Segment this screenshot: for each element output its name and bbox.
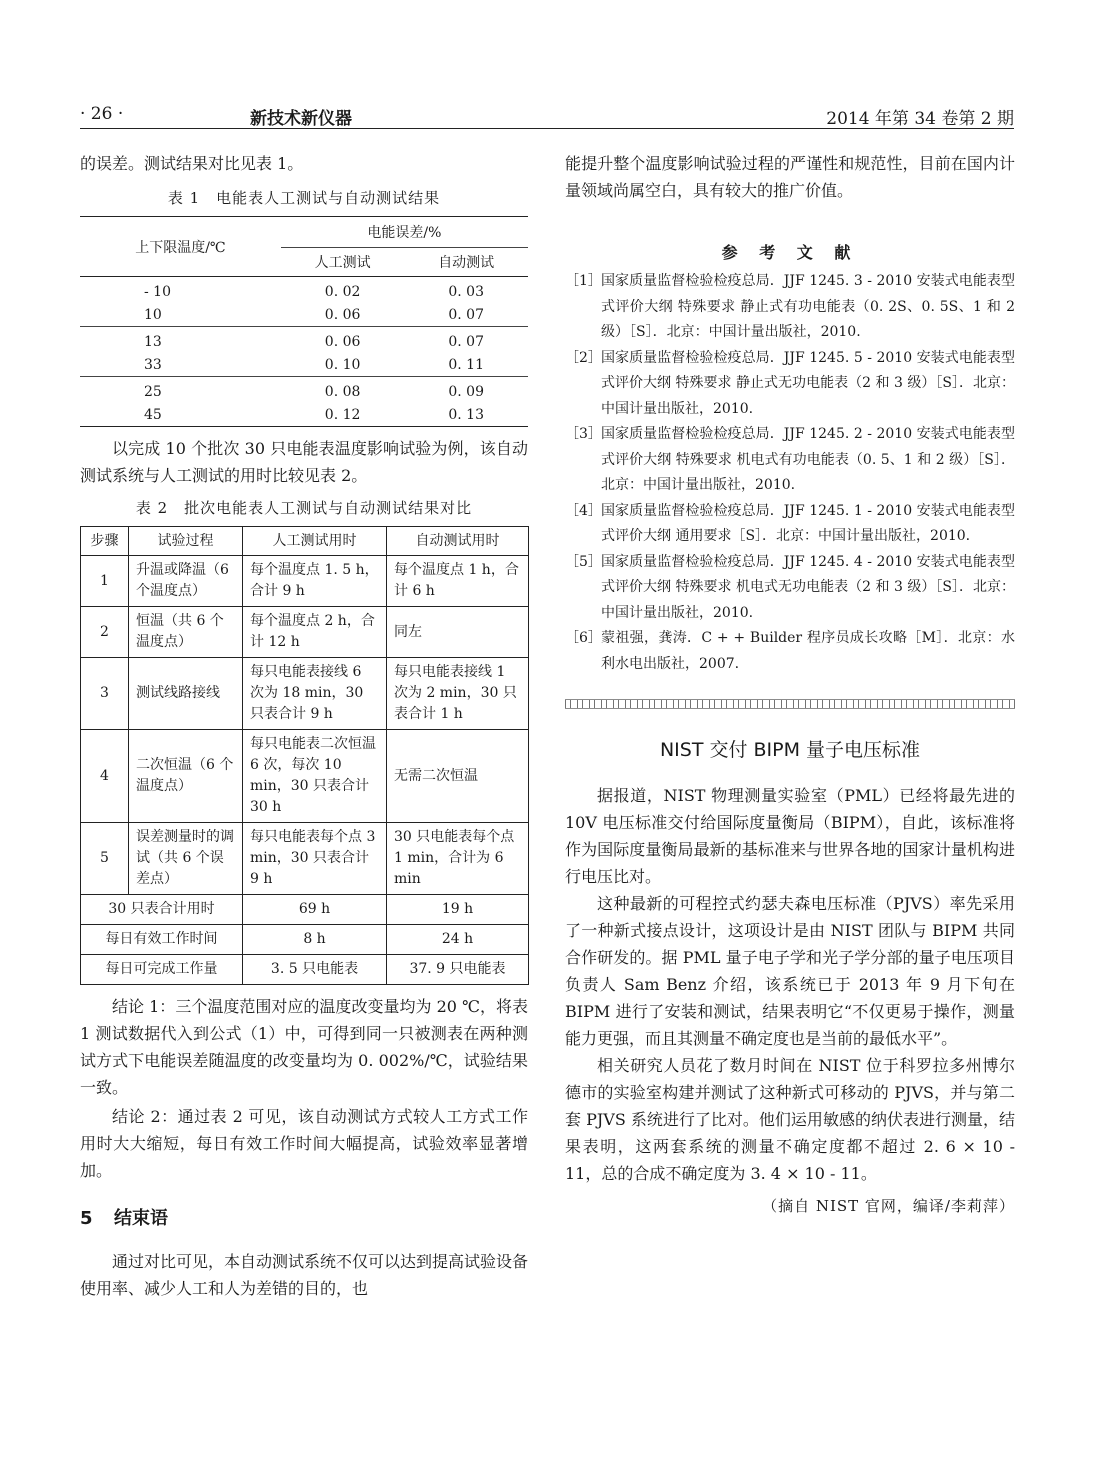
table1-header-auto: 自动测试 <box>404 248 528 277</box>
paragraph-conclusion-2: 结论 2：通过表 2 可见，该自动测试方式较人工方式工作用时大大缩短，每日有效工作时间大幅提高，试验效率显著增加。 <box>80 1107 528 1180</box>
table-row: 30 只表合计用时 69 h 19 h <box>81 895 529 925</box>
reference-item: ［3］ 国家质量监督检验检疫总局．JJF 1245. 2 - 2010 安装式电能表型式评价大纲 特殊要求 机电式有功电能表（0. 5、1 和 2 级）［S］．北京：中国计量出版社，2010. <box>565 426 1015 493</box>
journal-section: 新技术新仪器 <box>250 109 352 129</box>
table1-caption: 表 1 电能表人工测试与自动测试结果 <box>167 189 441 207</box>
table-row: 33 0. 10 0. 11 <box>144 356 484 373</box>
page-header <box>80 104 1014 130</box>
reference-item: ［6］ 蒙祖强，龚涛．C + + Builder 程序员成长攻略［M］．北京：水利水电出版社，2007. <box>565 630 1015 672</box>
table-row: - 10 0. 02 0. 03 <box>80 277 528 304</box>
table-row: 4 二次恒温（6 个温度点） 每只电能表二次恒温 6 次，每次 10 min，30 只表合计 30 h 无需二次恒温 <box>81 730 529 823</box>
table-row: 5 误差测量时的调试（共 6 个误差点） 每只电能表每个点 3 min，30 只表合计 9 h 30 只电能表每个点 1 min，合计为 6 min <box>81 823 529 895</box>
table1-header-error: 电能误差/% <box>281 217 528 248</box>
news-paragraph-3: 相关研究人员花了数月时间在 NIST 位于科罗拉多州博尔德市的实验室构建并测试了这种新式可移动的 PJVS，并与第二套 PJVS 系统进行了比对。他们运用敏感的纳伏表进行测量，结果表明，这两套系统的测量不确定度都不超过 2. 6 × 10 - 11，总的合成不确定度为 3. 4 × 10 - 11。 <box>565 1056 1015 1183</box>
page-number: · 26 · <box>80 104 124 124</box>
table1 <box>80 216 528 427</box>
decorative-divider <box>565 699 1015 709</box>
header-rule <box>80 128 1014 129</box>
table2-header-auto: 自动测试用时 <box>387 527 529 556</box>
paragraph-conclusion-1: 结论 1：三个温度范围对应的温度改变量均为 20 ℃，将表 1 测试数据代入到公式（1）中，可得到同一只被测表在两种测试方式下电能误差随温度的改变量均为 0. 002%/℃，试验结果一致。 <box>80 997 528 1097</box>
table2-caption: 表 2 批次电能表人工测试与自动测试结果对比 <box>135 499 473 517</box>
reference-item: ［1］ 国家质量监督检验检疫总局．JJF 1245. 3 - 2010 安装式电能表型式评价大纲 特殊要求 静止式有功电能表（0. 2S、0. 5S、1 和 2 级）［S］．北京：中国计量出版社，2010. <box>565 273 1015 340</box>
section-heading <box>80 1204 528 1230</box>
table2 <box>80 526 529 985</box>
table2-header-manual: 人工测试用时 <box>243 527 387 556</box>
section-title: 结束语 <box>114 1208 168 1229</box>
paragraph-continued: 能提升整个温度影响试验过程的严谨性和规范性，目前在国内计量领域尚属空白，具有较大的推广价值。 <box>565 154 1015 200</box>
references-title: 参 考 文 献 <box>721 243 859 262</box>
news-paragraph-1: 据报道，NIST 物理测量实验室（PML）已经将最先进的 10V 电压标准交付给国际度量衡局（BIPM），自此，该标准将作为国际度量衡局最新的基标准来与世界各地的国家计量机构进行电压比对。 <box>565 786 1015 886</box>
left-column <box>80 150 528 1302</box>
table-row: 10 0. 06 0. 07 <box>144 306 484 323</box>
reference-item: ［2］ 国家质量监督检验检疫总局．JJF 1245. 5 - 2010 安装式电能表型式评价大纲 特殊要求 静止式无功电能表（2 和 3 级）［S］．北京：中国计量出版社，2010. <box>565 349 1015 417</box>
table2-header-process: 试验过程 <box>129 527 243 556</box>
table1-header-manual: 人工测试 <box>281 248 405 277</box>
table1-header-temp: 上下限温度/℃ <box>80 217 281 277</box>
news-title: NIST 交付 BIPM 量子电压标准 <box>659 739 921 761</box>
reference-item: ［4］ 国家质量监督检验检疫总局．JJF 1245. 1 - 2010 安装式电能表型式评价大纲 通用要求［S］．北京：中国计量出版社，2010. <box>565 502 1015 544</box>
table-row: 25 0. 08 0. 09 <box>80 377 528 404</box>
news-source: （摘自 NIST 官网，编译/李莉萍） <box>762 1197 1015 1215</box>
table-row: 每日有效工作时间 8 h 24 h <box>81 925 529 955</box>
right-column <box>565 150 1015 1216</box>
section-number: 5 <box>80 1208 93 1229</box>
table-row: 2 恒温（共 6 个温度点） 每个温度点 2 h，合计 12 h 同左 <box>81 607 529 658</box>
journal-issue: 2014 年第 34 卷第 2 期 <box>826 109 1014 129</box>
table-row: 13 0. 06 0. 07 <box>80 327 528 354</box>
paragraph-ending: 通过对比可见，本自动测试系统不仅可以达到提高试验设备使用率、减少人工和人为差错的目的，也 <box>80 1252 529 1298</box>
table2-header-step: 步骤 <box>81 527 129 556</box>
reference-item: ［5］ 国家质量监督检验检疫总局．JJF 1245. 4 - 2010 安装式电能表型式评价大纲 特殊要求 机电式无功电能表（2 和 3 级）［S］．北京：中国计量出版社，2010. <box>565 553 1015 621</box>
table-row: 45 0. 12 0. 13 <box>80 403 528 427</box>
table-row: 1 升温或降温（6 个温度点） 每个温度点 1. 5 h，合计 9 h 每个温度点 1 h，合计 6 h <box>81 556 529 607</box>
paragraph-table2-intro: 以完成 10 个批次 30 只电能表温度影响试验为例，该自动测试系统与人工测试的用时比较见表 2。 <box>80 439 528 485</box>
paragraph-intro: 的误差。测试结果对比见表 1。 <box>80 154 304 173</box>
references-list <box>565 269 1015 677</box>
news-paragraph-2: 这种最新的可程控式约瑟夫森电压标准（PJVS）率先采用了一种新式接点设计，这项设计是由 NIST 团队与 BIPM 共同合作研发的。据 PML 量子电子学和光子学分部的量子电压项目负责人 Sam Benz 介绍，该系统已于 2013 年 9 月下旬在 BIPM 进行了安装和测试，结果表明它“不仅更易于操作，测量能力更强，而且其测量不确定度也是当前的最低水平”。 <box>565 894 1015 1048</box>
table-row: 3 测试线路接线 每只电能表接线 6 次为 18 min，30 只表合计 9 h 每只电能表接线 1 次为 2 min，30 只表合计 1 h <box>81 658 529 730</box>
table-row: 每日可完成工作量 3. 5 只电能表 37. 9 只电能表 <box>81 955 529 985</box>
